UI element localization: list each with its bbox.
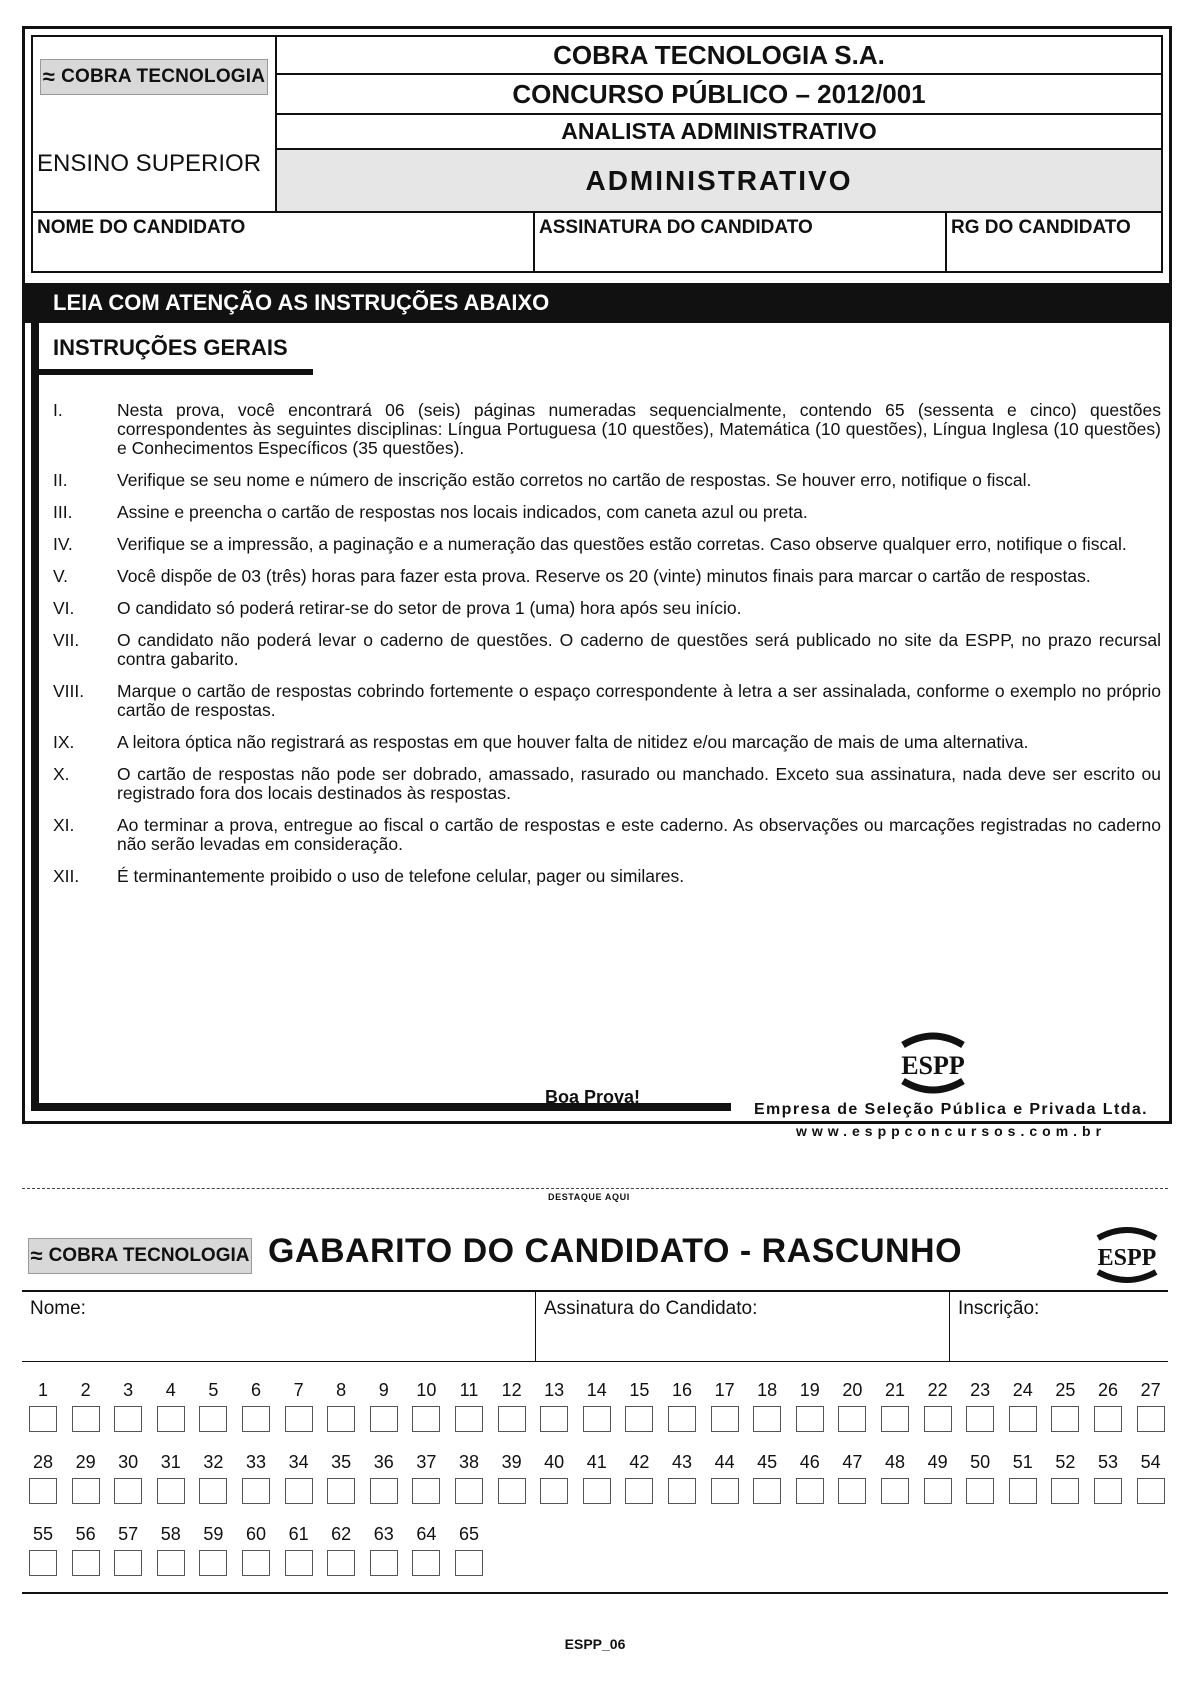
answer-box[interactable] xyxy=(285,1406,313,1432)
answer-cell xyxy=(746,1378,788,1432)
answer-box[interactable] xyxy=(924,1406,952,1432)
cobra-logo-icon: ≈ xyxy=(42,64,56,89)
question-number: 16 xyxy=(671,1380,693,1400)
answer-cell xyxy=(789,1450,831,1504)
question-number: 7 xyxy=(293,1380,304,1400)
answer-box[interactable] xyxy=(881,1406,909,1432)
answer-box[interactable] xyxy=(327,1550,355,1576)
answer-cell xyxy=(192,1450,234,1504)
answer-box[interactable] xyxy=(114,1478,142,1504)
question-number: 46 xyxy=(799,1452,820,1472)
answer-cell xyxy=(1130,1450,1172,1504)
answer-cell xyxy=(107,1378,149,1432)
sheet-registration-field[interactable]: Inscrição: xyxy=(958,1298,1040,1319)
answer-box[interactable] xyxy=(796,1478,824,1504)
answer-cell xyxy=(959,1450,1001,1504)
answer-box[interactable] xyxy=(583,1406,611,1432)
answer-cell xyxy=(959,1378,1001,1432)
answer-grid xyxy=(22,1378,1168,1594)
answer-box[interactable] xyxy=(29,1550,57,1576)
answer-cell xyxy=(1044,1450,1086,1504)
question-number: 19 xyxy=(799,1380,820,1400)
answer-box[interactable] xyxy=(242,1406,270,1432)
answer-box[interactable] xyxy=(412,1478,440,1504)
answer-cell xyxy=(1087,1378,1129,1432)
instruction-number: IV. xyxy=(53,534,73,554)
instruction-text: Nesta prova, você encontrará 06 (seis) páginas numeradas sequencialmente, contendo 65 (sessenta e cinco) questões correspondentes às seguintes disciplinas: Língua Portuguesa (10 questões), Matemática (10 questões), Língua Inglesa (10 questões) e Conhecimentos Específicos (35 questões). xyxy=(117,400,1161,458)
answer-cell xyxy=(917,1378,959,1432)
answer-cell xyxy=(448,1522,490,1576)
candidate-name-field[interactable]: NOME DO CANDIDATO xyxy=(33,213,535,271)
instruction-item xyxy=(53,471,1161,490)
instruction-item xyxy=(53,867,1161,886)
answer-cell xyxy=(491,1450,533,1504)
answer-cell xyxy=(65,1378,107,1432)
answer-box[interactable] xyxy=(370,1550,398,1576)
answer-box[interactable] xyxy=(72,1478,100,1504)
answer-box[interactable] xyxy=(455,1406,483,1432)
cut-line xyxy=(22,1188,1168,1189)
answer-cell xyxy=(320,1450,362,1504)
answer-cell xyxy=(448,1450,490,1504)
answer-box[interactable] xyxy=(199,1478,227,1504)
question-number: 57 xyxy=(118,1524,139,1544)
answer-box[interactable] xyxy=(668,1406,696,1432)
position-name: ANALISTA ADMINISTRATIVO xyxy=(277,115,1161,150)
question-number: 45 xyxy=(757,1452,778,1472)
answer-box[interactable] xyxy=(753,1406,781,1432)
general-instructions-title: INSTRUÇÕES GERAIS xyxy=(53,335,288,360)
cobra-logo-icon: ≈ xyxy=(30,1243,43,1268)
question-number: 27 xyxy=(1140,1380,1161,1400)
answer-box[interactable] xyxy=(285,1478,313,1504)
question-number: 54 xyxy=(1140,1452,1161,1472)
answer-cell xyxy=(22,1522,64,1576)
sheet-espp-text: ESPP xyxy=(1097,1245,1157,1271)
area-name: ADMINISTRATIVO xyxy=(277,150,1161,211)
answer-box[interactable] xyxy=(412,1550,440,1576)
exam-cover xyxy=(22,26,1172,1139)
answer-cell xyxy=(448,1378,490,1432)
answer-grid-rule xyxy=(22,1592,1168,1594)
question-number: 64 xyxy=(416,1524,437,1544)
question-number: 1 xyxy=(37,1380,48,1400)
question-number: 2 xyxy=(80,1380,91,1400)
question-number: 52 xyxy=(1055,1452,1076,1472)
question-number: 59 xyxy=(203,1524,224,1544)
instruction-item xyxy=(53,733,1161,752)
cobra-logo xyxy=(40,59,268,95)
instruction-number: III. xyxy=(53,502,73,522)
instruction-number: II. xyxy=(53,470,68,490)
question-number: 39 xyxy=(501,1452,522,1472)
question-number: 25 xyxy=(1055,1380,1076,1400)
answer-row xyxy=(22,1522,1168,1594)
answer-cell xyxy=(278,1378,320,1432)
instructions-list xyxy=(53,401,1161,899)
answer-cell xyxy=(235,1378,277,1432)
answer-cell xyxy=(150,1378,192,1432)
answer-cell xyxy=(22,1450,64,1504)
candidate-signature-field[interactable]: ASSINATURA DO CANDIDATO xyxy=(535,213,947,271)
instruction-number: V. xyxy=(53,566,68,586)
instruction-text: É terminantemente proibido o uso de telefone celular, pager ou similares. xyxy=(117,866,685,886)
answer-box[interactable] xyxy=(838,1406,866,1432)
instruction-text: Assine e preencha o cartão de respostas nos locais indicados, com caneta azul ou preta. xyxy=(117,502,808,522)
cobra-logo-text: COBRA TECNOLOGIA xyxy=(61,66,266,87)
answer-cell xyxy=(405,1450,447,1504)
instruction-text: Verifique se seu nome e número de inscrição estão corretos no cartão de respostas. Se houver erro, notifique o fiscal. xyxy=(117,470,1032,490)
sheet-logo-text: COBRA TECNOLOGIA xyxy=(48,1245,250,1266)
answer-box[interactable] xyxy=(242,1550,270,1576)
answer-box[interactable] xyxy=(540,1478,568,1504)
question-number: 10 xyxy=(416,1380,437,1400)
question-number: 65 xyxy=(458,1524,480,1544)
answer-box[interactable] xyxy=(838,1478,866,1504)
espp-company-name: Empresa de Seleção Pública e Privada Ltda. xyxy=(753,1101,1149,1118)
question-number: 4 xyxy=(165,1380,176,1400)
sheet-signature-field[interactable]: Assinatura do Candidato: xyxy=(536,1292,950,1362)
header-logo-cell xyxy=(33,37,277,117)
instructions-banner: LEIA COM ATENÇÃO AS INSTRUÇÕES ABAIXO xyxy=(25,283,1169,323)
question-number: 51 xyxy=(1012,1452,1033,1472)
question-number: 36 xyxy=(373,1452,394,1472)
question-number: 37 xyxy=(416,1452,437,1472)
question-number: 8 xyxy=(336,1380,347,1400)
footer-code: ESPP_06 xyxy=(564,1636,626,1652)
question-number: 38 xyxy=(458,1452,480,1472)
sheet-name-field[interactable]: Nome: xyxy=(22,1292,536,1362)
question-number: 24 xyxy=(1012,1380,1033,1400)
good-luck-text: Boa Prova! xyxy=(545,1087,641,1107)
cut-label: DESTAQUE AQUI xyxy=(548,1192,630,1202)
question-number: 29 xyxy=(75,1452,96,1472)
answer-cell xyxy=(789,1378,831,1432)
answer-cell xyxy=(1002,1450,1044,1504)
answer-row xyxy=(22,1450,1168,1522)
instruction-item xyxy=(53,816,1161,854)
answer-box[interactable] xyxy=(966,1406,994,1432)
answer-cell xyxy=(65,1450,107,1504)
answer-cell xyxy=(1002,1378,1044,1432)
instruction-item xyxy=(53,567,1161,586)
answer-cell xyxy=(1044,1378,1086,1432)
answer-box[interactable] xyxy=(668,1478,696,1504)
sheet-cobra-logo xyxy=(28,1238,252,1274)
instruction-text: O cartão de respostas não pode ser dobrado, amassado, rasurado ou manchado. Exceto sua assinatura, nada deve ser escrito ou registrado fora dos locais destinados às respostas. xyxy=(117,764,1161,803)
answer-box[interactable] xyxy=(540,1406,568,1432)
instruction-text: O candidato só poderá retirar-se do setor de prova 1 (uma) hora após seu início. xyxy=(117,598,742,618)
answer-cell xyxy=(831,1450,873,1504)
question-number: 56 xyxy=(75,1524,96,1544)
answer-box[interactable] xyxy=(29,1478,57,1504)
answer-cell xyxy=(22,1378,64,1432)
answer-cell xyxy=(874,1378,916,1432)
instruction-item xyxy=(53,631,1161,669)
answer-cell xyxy=(874,1450,916,1504)
answer-box[interactable] xyxy=(625,1478,653,1504)
answer-cell xyxy=(405,1378,447,1432)
answer-cell xyxy=(235,1522,277,1576)
answer-cell xyxy=(491,1378,533,1432)
answer-cell xyxy=(661,1450,703,1504)
answer-cell xyxy=(618,1450,660,1504)
question-number: 31 xyxy=(160,1452,181,1472)
question-number: 55 xyxy=(32,1524,54,1544)
answer-box[interactable] xyxy=(1094,1478,1122,1504)
answer-box[interactable] xyxy=(72,1550,100,1576)
answer-cell xyxy=(150,1450,192,1504)
answer-cell xyxy=(533,1378,575,1432)
answer-cell xyxy=(618,1378,660,1432)
title-underline xyxy=(39,369,313,375)
company-name: COBRA TECNOLOGIA S.A. xyxy=(277,37,1161,75)
question-number: 17 xyxy=(714,1380,735,1400)
question-number: 18 xyxy=(757,1380,778,1400)
answer-box[interactable] xyxy=(498,1406,526,1432)
answer-box[interactable] xyxy=(412,1406,440,1432)
question-number: 12 xyxy=(501,1380,522,1400)
question-number: 42 xyxy=(629,1452,650,1472)
question-number: 62 xyxy=(331,1524,352,1544)
question-number: 20 xyxy=(842,1380,863,1400)
instruction-text: Ao terminar a prova, entregue ao fiscal o cartão de respostas e este caderno. As observações ou marcações registradas no caderno não serão levadas em consideração. xyxy=(117,815,1161,854)
question-number: 32 xyxy=(203,1452,224,1472)
answer-cell xyxy=(533,1450,575,1504)
instruction-number: XI. xyxy=(53,815,75,835)
header-table xyxy=(31,35,1163,213)
question-number: 22 xyxy=(927,1380,948,1400)
answer-cell xyxy=(107,1450,149,1504)
instruction-item xyxy=(53,503,1161,522)
answer-box[interactable] xyxy=(625,1406,653,1432)
answer-cell xyxy=(150,1522,192,1576)
question-number: 30 xyxy=(118,1452,139,1472)
answer-cell xyxy=(661,1378,703,1432)
answer-cell xyxy=(405,1522,447,1576)
instruction-item xyxy=(53,765,1161,803)
answer-cell xyxy=(235,1450,277,1504)
question-number: 9 xyxy=(378,1380,389,1400)
answer-box[interactable] xyxy=(1137,1478,1165,1504)
instruction-item xyxy=(53,401,1161,458)
instruction-text: O candidato não poderá levar o caderno de questões. O caderno de questões será publicado no site da ESPP, no prazo recursal contra gabarito. xyxy=(117,630,1161,669)
instruction-text: A leitora óptica não registrará as respostas em que houver falta de nitidez e/ou marcação de mais de uma alternativa. xyxy=(117,732,1029,752)
answer-box[interactable] xyxy=(199,1406,227,1432)
question-number: 40 xyxy=(544,1452,565,1472)
answer-cell xyxy=(278,1522,320,1576)
candidate-rg-field[interactable]: RG DO CANDIDATO xyxy=(951,217,1131,238)
answer-cell xyxy=(704,1450,746,1504)
question-number: 41 xyxy=(586,1452,607,1472)
answer-box[interactable] xyxy=(583,1478,611,1504)
question-number: 50 xyxy=(970,1452,991,1472)
answer-cell xyxy=(363,1450,405,1504)
instruction-item xyxy=(53,535,1161,554)
answer-cell xyxy=(320,1378,362,1432)
question-number: 21 xyxy=(884,1380,906,1400)
instruction-text: Você dispõe de 03 (três) horas para fazer esta prova. Reserve os 20 (vinte) minutos finais para marcar o cartão de respostas. xyxy=(117,566,1091,586)
question-number: 11 xyxy=(459,1380,479,1400)
answer-cell xyxy=(363,1378,405,1432)
answer-sheet-title: GABARITO DO CANDIDATO - RASCUNHO xyxy=(267,1232,963,1270)
answer-box[interactable] xyxy=(114,1550,142,1576)
instruction-number: IX. xyxy=(53,732,75,752)
answer-cell xyxy=(278,1450,320,1504)
answer-box[interactable] xyxy=(924,1478,952,1504)
answer-box[interactable] xyxy=(157,1550,185,1576)
answer-cell xyxy=(363,1522,405,1576)
question-number: 35 xyxy=(331,1452,352,1472)
answer-box[interactable] xyxy=(1137,1406,1165,1432)
answer-cell xyxy=(917,1450,959,1504)
question-number: 28 xyxy=(32,1452,54,1472)
question-number: 3 xyxy=(123,1380,134,1400)
answer-box[interactable] xyxy=(1051,1478,1079,1504)
answer-box[interactable] xyxy=(285,1550,313,1576)
answer-row xyxy=(22,1378,1168,1450)
answer-box[interactable] xyxy=(1009,1406,1037,1432)
answer-box[interactable] xyxy=(498,1478,526,1504)
question-number: 34 xyxy=(288,1452,309,1472)
question-number: 26 xyxy=(1097,1380,1119,1400)
education-level: ENSINO SUPERIOR xyxy=(33,117,277,211)
question-number: 44 xyxy=(714,1452,735,1472)
answer-cell xyxy=(192,1522,234,1576)
answer-cell xyxy=(1130,1378,1172,1432)
question-number: 47 xyxy=(842,1452,863,1472)
question-number: 58 xyxy=(160,1524,181,1544)
question-number: 61 xyxy=(288,1524,309,1544)
answer-box[interactable] xyxy=(327,1478,355,1504)
answer-box[interactable] xyxy=(29,1406,57,1432)
instruction-number: VI. xyxy=(53,598,75,618)
answer-box[interactable] xyxy=(753,1478,781,1504)
question-number: 6 xyxy=(250,1380,261,1400)
question-number: 63 xyxy=(373,1524,394,1544)
candidate-fields xyxy=(31,213,1163,273)
answer-box[interactable] xyxy=(1094,1406,1122,1432)
answer-box[interactable] xyxy=(796,1406,824,1432)
question-number: 15 xyxy=(629,1380,650,1400)
answer-cell xyxy=(320,1522,362,1576)
espp-logo-icon xyxy=(893,1029,973,1097)
question-number: 5 xyxy=(208,1380,219,1400)
answer-box[interactable] xyxy=(242,1478,270,1504)
answer-box[interactable] xyxy=(455,1478,483,1504)
instruction-number: X. xyxy=(53,764,70,784)
answer-cell xyxy=(107,1522,149,1576)
question-number: 60 xyxy=(245,1524,267,1544)
answer-box[interactable] xyxy=(72,1406,100,1432)
espp-website[interactable]: www.esppconcursos.com.br xyxy=(795,1123,1107,1139)
answer-box[interactable] xyxy=(881,1478,909,1504)
answer-box[interactable] xyxy=(711,1406,739,1432)
instruction-item xyxy=(53,599,1161,618)
instruction-number: I. xyxy=(53,400,63,420)
answer-box[interactable] xyxy=(157,1406,185,1432)
answer-box[interactable] xyxy=(455,1550,483,1576)
answer-cell xyxy=(192,1378,234,1432)
answer-box[interactable] xyxy=(966,1478,994,1504)
question-number: 43 xyxy=(671,1452,693,1472)
instruction-number: VII. xyxy=(53,630,80,650)
answer-box[interactable] xyxy=(370,1478,398,1504)
question-number: 49 xyxy=(927,1452,948,1472)
answer-cell xyxy=(1087,1450,1129,1504)
answer-cell xyxy=(576,1450,618,1504)
instruction-text: Verifique se a impressão, a paginação e a numeração das questões estão corretas. Caso observe qualquer erro, notifique o fiscal. xyxy=(117,534,1127,554)
answer-cell xyxy=(576,1378,618,1432)
answer-box[interactable] xyxy=(1009,1478,1037,1504)
question-number: 53 xyxy=(1097,1452,1119,1472)
question-number: 48 xyxy=(884,1452,906,1472)
answer-sheet-fields xyxy=(22,1290,1168,1362)
instruction-number: XII. xyxy=(53,866,80,886)
answer-box[interactable] xyxy=(1051,1406,1079,1432)
espp-logo-icon xyxy=(1090,1224,1164,1286)
instruction-item xyxy=(53,682,1161,720)
answer-cell xyxy=(746,1450,788,1504)
question-number: 13 xyxy=(544,1380,565,1400)
espp-logo-text: ESPP xyxy=(901,1051,965,1080)
answer-cell xyxy=(704,1378,746,1432)
answer-box[interactable] xyxy=(327,1406,355,1432)
answer-box[interactable] xyxy=(711,1478,739,1504)
answer-box[interactable] xyxy=(370,1406,398,1432)
answer-cell xyxy=(831,1378,873,1432)
answer-box[interactable] xyxy=(114,1406,142,1432)
contest-name: CONCURSO PÚBLICO – 2012/001 xyxy=(277,75,1161,115)
question-number: 33 xyxy=(245,1452,267,1472)
instruction-text: Marque o cartão de respostas cobrindo fortemente o espaço correspondente à letra a ser assinalada, conforme o exemplo no próprio cartão de respostas. xyxy=(117,681,1161,720)
question-number: 23 xyxy=(970,1380,991,1400)
instruction-number: VIII. xyxy=(53,681,85,701)
answer-box[interactable] xyxy=(157,1478,185,1504)
question-number: 14 xyxy=(586,1380,607,1400)
left-frame-bar xyxy=(31,323,39,1103)
answer-box[interactable] xyxy=(199,1550,227,1576)
answer-cell xyxy=(65,1522,107,1576)
